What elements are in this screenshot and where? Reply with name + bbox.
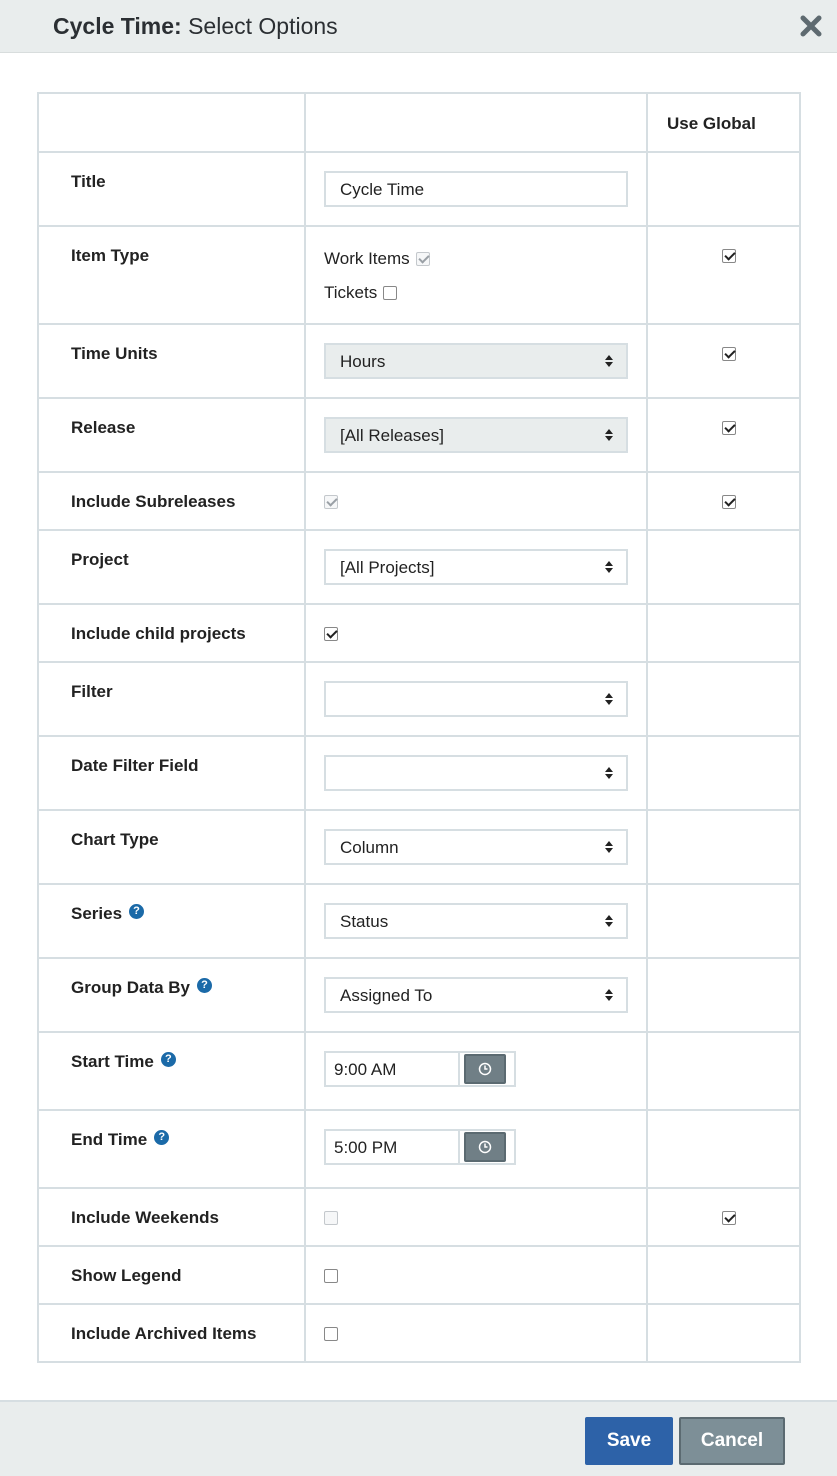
- work-items-label: Work Items: [324, 249, 410, 268]
- work-items-option: [324, 249, 430, 269]
- row-item-type: [38, 226, 800, 324]
- project-select[interactable]: [324, 549, 628, 585]
- help-icon[interactable]: ?: [129, 904, 144, 919]
- include-weekends-label: Include Weekends: [71, 1208, 220, 1227]
- cancel-button[interactable]: Cancel: [679, 1417, 785, 1465]
- select-arrows-icon: [604, 840, 614, 854]
- title-label: Title: [71, 172, 106, 191]
- work-items-checkbox[interactable]: [416, 252, 430, 266]
- dialog-footer: [0, 1400, 837, 1476]
- tickets-checkbox[interactable]: [383, 286, 397, 300]
- date-filter-field-select[interactable]: [324, 755, 628, 791]
- chart-type-label: Chart Type: [71, 830, 159, 849]
- chart-type-select[interactable]: [324, 829, 628, 865]
- row-start-time: [38, 1032, 800, 1110]
- row-release: [38, 398, 800, 472]
- select-arrows-icon: [604, 766, 614, 780]
- include-subreleases-use-global-checkbox[interactable]: [722, 495, 736, 509]
- row-time-units: [38, 324, 800, 398]
- row-chart-type: [38, 810, 800, 884]
- row-group-data-by: [38, 958, 800, 1032]
- start-time-input[interactable]: 9:00 AM: [326, 1053, 460, 1085]
- release-use-global-checkbox[interactable]: [722, 421, 736, 435]
- dialog-title-bold: Cycle Time:: [53, 13, 182, 39]
- help-icon[interactable]: ?: [161, 1052, 176, 1067]
- select-arrows-icon: [604, 354, 614, 368]
- row-filter: [38, 662, 800, 736]
- time-units-label: Time Units: [71, 344, 158, 363]
- project-value: [All Projects]: [340, 558, 435, 577]
- include-child-projects-checkbox[interactable]: [324, 627, 338, 641]
- select-arrows-icon: [604, 914, 614, 928]
- show-legend-checkbox[interactable]: [324, 1269, 338, 1283]
- select-arrows-icon: [604, 428, 614, 442]
- series-label-wrap: [71, 904, 144, 924]
- group-data-by-label-wrap: [71, 978, 212, 998]
- filter-label: Filter: [71, 682, 113, 701]
- select-arrows-icon: [604, 988, 614, 1002]
- row-title: [38, 152, 800, 226]
- options-table: [37, 92, 801, 1363]
- clock-icon: [478, 1062, 492, 1076]
- row-show-legend: [38, 1246, 800, 1304]
- include-child-projects-label: Include child projects: [71, 624, 246, 643]
- tickets-label: Tickets: [324, 283, 378, 302]
- clock-icon: [478, 1140, 492, 1154]
- use-global-header: Use Global: [667, 114, 756, 133]
- include-subreleases-checkbox[interactable]: [324, 495, 338, 509]
- title-input[interactable]: Cycle Time: [324, 171, 628, 207]
- include-archived-items-checkbox[interactable]: [324, 1327, 338, 1341]
- end-time-label: End Time: [71, 1130, 148, 1149]
- select-arrows-icon: [604, 692, 614, 706]
- time-units-select[interactable]: [324, 343, 628, 379]
- item-type-use-global-checkbox[interactable]: [722, 249, 736, 263]
- project-label: Project: [71, 550, 129, 569]
- start-time-clock-button[interactable]: [464, 1054, 506, 1084]
- help-icon[interactable]: ?: [197, 978, 212, 993]
- end-time-input[interactable]: 5:00 PM: [326, 1131, 460, 1163]
- filter-select[interactable]: [324, 681, 628, 717]
- series-select[interactable]: [324, 903, 628, 939]
- end-time-clock-button[interactable]: [464, 1132, 506, 1162]
- include-subreleases-label: Include Subreleases: [71, 492, 236, 511]
- save-button[interactable]: Save: [585, 1417, 673, 1465]
- end-time-label-wrap: [71, 1130, 169, 1150]
- include-weekends-use-global-checkbox[interactable]: [722, 1211, 736, 1225]
- series-label: Series: [71, 904, 123, 923]
- chart-type-value: Column: [340, 838, 399, 857]
- row-project: [38, 530, 800, 604]
- row-series: [38, 884, 800, 958]
- end-time-picker: [324, 1129, 516, 1165]
- help-icon[interactable]: ?: [154, 1130, 169, 1145]
- time-units-value: Hours: [340, 352, 386, 371]
- include-archived-items-label: Include Archived Items: [71, 1324, 257, 1343]
- table-header-row: [38, 93, 800, 152]
- show-legend-label: Show Legend: [71, 1266, 182, 1285]
- series-value: Status: [340, 912, 389, 931]
- dialog-header: [0, 0, 837, 53]
- time-units-use-global-checkbox[interactable]: [722, 347, 736, 361]
- release-value: [All Releases]: [340, 426, 444, 445]
- select-arrows-icon: [604, 560, 614, 574]
- item-type-label: Item Type: [71, 246, 150, 265]
- row-end-time: [38, 1110, 800, 1188]
- group-data-by-select[interactable]: [324, 977, 628, 1013]
- release-label: Release: [71, 418, 136, 437]
- close-icon[interactable]: [799, 14, 823, 38]
- row-include-subreleases: [38, 472, 800, 530]
- row-include-child-projects: [38, 604, 800, 662]
- row-include-weekends: [38, 1188, 800, 1246]
- group-data-by-value: Assigned To: [340, 986, 433, 1005]
- row-include-archived-items: [38, 1304, 800, 1362]
- dialog-title: [53, 11, 338, 41]
- start-time-label-wrap: [71, 1052, 176, 1072]
- row-date-filter-field: [38, 736, 800, 810]
- start-time-picker: [324, 1051, 516, 1087]
- start-time-label: Start Time: [71, 1052, 154, 1071]
- tickets-option: [324, 283, 397, 303]
- dialog-title-rest: Select Options: [181, 13, 338, 39]
- date-filter-field-label: Date Filter Field: [71, 756, 199, 775]
- release-select[interactable]: [324, 417, 628, 453]
- group-data-by-label: Group Data By: [71, 978, 191, 997]
- include-weekends-checkbox[interactable]: [324, 1211, 338, 1225]
